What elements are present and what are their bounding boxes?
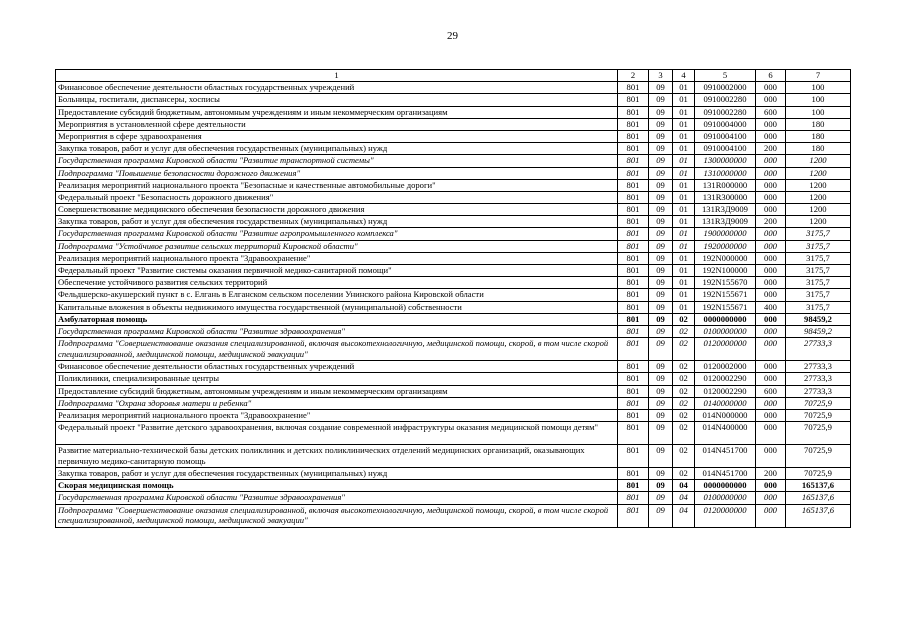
table-row	[56, 204, 851, 216]
subsection-cell: 04	[673, 480, 695, 492]
target-article-cell: 0120000000	[695, 504, 756, 527]
admin-code-cell: 801	[618, 191, 649, 203]
subsection-cell: 02	[673, 325, 695, 337]
expense-type-cell: 000	[756, 82, 786, 94]
amount-cell: 3175,7	[786, 228, 851, 240]
section-cell: 09	[649, 179, 673, 191]
expense-type-cell: 000	[756, 422, 786, 445]
target-article-cell: 0120002290	[695, 385, 756, 397]
row-name-cell: Фельдшерско-акушерский пункт в с. Елгань в Елганском сельском поселении Унинского района Кировской области	[56, 289, 618, 301]
target-article-cell: 0120002290	[695, 373, 756, 385]
table-row	[56, 313, 851, 325]
table-row	[56, 504, 851, 527]
section-cell: 09	[649, 289, 673, 301]
expense-type-cell: 000	[756, 492, 786, 504]
column-header: 7	[786, 70, 851, 82]
target-article-cell: 192N100000	[695, 265, 756, 277]
subsection-cell: 01	[673, 265, 695, 277]
section-cell: 09	[649, 265, 673, 277]
section-cell: 09	[649, 361, 673, 373]
table-row	[56, 228, 851, 240]
target-article-cell: 0000000000	[695, 313, 756, 325]
row-name-cell: Федеральный проект "Развитие системы оказания первичной медико-санитарной помощи"	[56, 265, 618, 277]
section-cell: 09	[649, 422, 673, 445]
expense-type-cell: 000	[756, 179, 786, 191]
row-name-cell: Федеральный проект "Развитие детского здравоохранения, включая создание современной инфраструктуры оказания медицинской помощи детям"	[56, 422, 618, 445]
expense-type-cell: 000	[756, 409, 786, 421]
amount-cell: 3175,7	[786, 265, 851, 277]
subsection-cell: 01	[673, 277, 695, 289]
section-cell: 09	[649, 313, 673, 325]
expense-type-cell: 000	[756, 228, 786, 240]
section-cell: 09	[649, 143, 673, 155]
admin-code-cell: 801	[618, 325, 649, 337]
admin-code-cell: 801	[618, 338, 649, 361]
row-name-cell: Предоставление субсидий бюджетным, автономным учреждениям и иным некоммерческим организациям	[56, 385, 618, 397]
target-article-cell: 192N155670	[695, 277, 756, 289]
subsection-cell: 02	[673, 397, 695, 409]
subsection-cell: 01	[673, 179, 695, 191]
row-name-cell: Закупка товаров, работ и услуг для обеспечения государственных (муниципальных) нужд	[56, 143, 618, 155]
expense-type-cell: 000	[756, 265, 786, 277]
table-row	[56, 240, 851, 252]
expense-type-cell: 200	[756, 143, 786, 155]
section-cell: 09	[649, 94, 673, 106]
table-row	[56, 82, 851, 94]
column-header: 2	[618, 70, 649, 82]
row-name-cell: Обеспечение устойчивого развития сельских территорий	[56, 277, 618, 289]
admin-code-cell: 801	[618, 179, 649, 191]
target-article-cell: 131R3Д9009	[695, 216, 756, 228]
row-name-cell: Реализация мероприятий национального проекта "Здравоохранение"	[56, 409, 618, 421]
subsection-cell: 01	[673, 252, 695, 264]
section-cell: 09	[649, 82, 673, 94]
target-article-cell: 0140000000	[695, 397, 756, 409]
target-article-cell: 0120002000	[695, 361, 756, 373]
subsection-cell: 02	[673, 373, 695, 385]
admin-code-cell: 801	[618, 252, 649, 264]
subsection-cell: 01	[673, 94, 695, 106]
subsection-cell: 01	[673, 191, 695, 203]
subsection-cell: 04	[673, 492, 695, 504]
expense-type-cell: 600	[756, 385, 786, 397]
subsection-cell: 01	[673, 216, 695, 228]
target-article-cell: 1920000000	[695, 240, 756, 252]
subsection-cell: 01	[673, 167, 695, 179]
admin-code-cell: 801	[618, 82, 649, 94]
admin-code-cell: 801	[618, 155, 649, 167]
expense-type-cell: 000	[756, 397, 786, 409]
amount-cell: 70725,9	[786, 445, 851, 468]
table-row	[56, 155, 851, 167]
amount-cell: 27733,3	[786, 361, 851, 373]
admin-code-cell: 801	[618, 216, 649, 228]
subsection-cell: 02	[673, 385, 695, 397]
amount-cell: 3175,7	[786, 289, 851, 301]
section-cell: 09	[649, 373, 673, 385]
target-article-cell: 131R000000	[695, 179, 756, 191]
target-article-cell: 014N451700	[695, 445, 756, 468]
expense-type-cell: 000	[756, 313, 786, 325]
section-cell: 09	[649, 228, 673, 240]
expense-type-cell: 000	[756, 252, 786, 264]
table-row	[56, 277, 851, 289]
admin-code-cell: 801	[618, 385, 649, 397]
subsection-cell: 01	[673, 143, 695, 155]
admin-code-cell: 801	[618, 106, 649, 118]
expense-type-cell: 000	[756, 94, 786, 106]
table-row	[56, 373, 851, 385]
subsection-cell: 01	[673, 130, 695, 142]
target-article-cell: 0910002000	[695, 82, 756, 94]
subsection-cell: 02	[673, 409, 695, 421]
amount-cell: 100	[786, 82, 851, 94]
table-row	[56, 301, 851, 313]
admin-code-cell: 801	[618, 361, 649, 373]
table-row	[56, 445, 851, 468]
section-cell: 09	[649, 492, 673, 504]
table-row	[56, 409, 851, 421]
section-cell: 09	[649, 409, 673, 421]
subsection-cell: 01	[673, 106, 695, 118]
subsection-cell: 02	[673, 468, 695, 480]
section-cell: 09	[649, 191, 673, 203]
expense-type-cell: 600	[756, 106, 786, 118]
section-cell: 09	[649, 240, 673, 252]
row-name-cell: Подпрограмма "Охрана здоровья матери и ребенка"	[56, 397, 618, 409]
expense-type-cell: 000	[756, 373, 786, 385]
section-cell: 09	[649, 155, 673, 167]
amount-cell: 70725,9	[786, 409, 851, 421]
table-row	[56, 106, 851, 118]
table-row	[56, 385, 851, 397]
amount-cell: 100	[786, 106, 851, 118]
target-article-cell: 014N000000	[695, 409, 756, 421]
subsection-cell: 01	[673, 118, 695, 130]
page-number: 29	[447, 30, 458, 42]
subsection-cell: 02	[673, 445, 695, 468]
row-name-cell: Финансовое обеспечение деятельности областных государственных учреждений	[56, 82, 618, 94]
subsection-cell: 01	[673, 155, 695, 167]
section-cell: 09	[649, 397, 673, 409]
target-article-cell: 014N451700	[695, 468, 756, 480]
expense-type-cell: 000	[756, 480, 786, 492]
admin-code-cell: 801	[618, 277, 649, 289]
target-article-cell: 0000000000	[695, 480, 756, 492]
amount-cell: 100	[786, 94, 851, 106]
target-article-cell: 0120000000	[695, 338, 756, 361]
amount-cell: 27733,3	[786, 338, 851, 361]
row-name-cell: Реализация мероприятий национального проекта "Здравоохранение"	[56, 252, 618, 264]
row-name-cell: Поликлиники, специализированные центры	[56, 373, 618, 385]
table-header-row	[56, 70, 851, 82]
amount-cell: 180	[786, 130, 851, 142]
expense-type-cell: 000	[756, 204, 786, 216]
target-article-cell: 0100000000	[695, 492, 756, 504]
amount-cell: 180	[786, 143, 851, 155]
amount-cell: 27733,3	[786, 385, 851, 397]
row-name-cell: Амбулаторная помощь	[56, 313, 618, 325]
admin-code-cell: 801	[618, 204, 649, 216]
target-article-cell: 131R3Д9009	[695, 204, 756, 216]
admin-code-cell: 801	[618, 468, 649, 480]
row-name-cell: Подпрограмма "Повышение безопасности дорожного движения"	[56, 167, 618, 179]
section-cell: 09	[649, 216, 673, 228]
column-header: 5	[695, 70, 756, 82]
admin-code-cell: 801	[618, 504, 649, 527]
row-name-cell: Развитие материально-технической базы детских поликлиник и детских поликлинических отделений медицинских организаций, оказывающих первичную медико-санитарную помощь	[56, 445, 618, 468]
column-header: 4	[673, 70, 695, 82]
row-name-cell: Финансовое обеспечение деятельности областных государственных учреждений	[56, 361, 618, 373]
amount-cell: 1200	[786, 204, 851, 216]
admin-code-cell: 801	[618, 94, 649, 106]
table-row	[56, 468, 851, 480]
amount-cell: 98459,2	[786, 325, 851, 337]
row-name-cell: Закупка товаров, работ и услуг для обеспечения государственных (муниципальных) нужд	[56, 468, 618, 480]
amount-cell: 98459,2	[786, 313, 851, 325]
section-cell: 09	[649, 445, 673, 468]
amount-cell: 1200	[786, 216, 851, 228]
section-cell: 09	[649, 204, 673, 216]
subsection-cell: 02	[673, 338, 695, 361]
admin-code-cell: 801	[618, 167, 649, 179]
row-name-cell: Подпрограмма "Устойчивое развитие сельских территорий Кировской области"	[56, 240, 618, 252]
row-name-cell: Реализация мероприятий национального проекта "Безопасные и качественные автомобильные дороги"	[56, 179, 618, 191]
row-name-cell: Закупка товаров, работ и услуг для обеспечения государственных (муниципальных) нужд	[56, 216, 618, 228]
table-row	[56, 252, 851, 264]
amount-cell: 70725,9	[786, 468, 851, 480]
table-row	[56, 216, 851, 228]
amount-cell: 165137,6	[786, 480, 851, 492]
row-name-cell: Больницы, госпитали, диспансеры, хосписы	[56, 94, 618, 106]
target-article-cell: 0910004000	[695, 118, 756, 130]
subsection-cell: 01	[673, 289, 695, 301]
admin-code-cell: 801	[618, 289, 649, 301]
target-article-cell: 0910002280	[695, 94, 756, 106]
expense-type-cell: 400	[756, 301, 786, 313]
admin-code-cell: 801	[618, 313, 649, 325]
expense-type-cell: 000	[756, 277, 786, 289]
row-name-cell: Мероприятия в установленной сфере деятельности	[56, 118, 618, 130]
amount-cell: 1200	[786, 167, 851, 179]
table-row	[56, 338, 851, 361]
admin-code-cell: 801	[618, 445, 649, 468]
row-name-cell: Подпрограмма "Совершенствование оказания специализированной, включая высокотехнологичную, медицинской помощи, скорой, в том числе скорой специализированной, медицинской помощи, медицинской эвакуации"	[56, 338, 618, 361]
amount-cell: 165137,6	[786, 504, 851, 527]
section-cell: 09	[649, 480, 673, 492]
subsection-cell: 01	[673, 204, 695, 216]
expense-type-cell: 000	[756, 240, 786, 252]
amount-cell: 165137,6	[786, 492, 851, 504]
column-header: 1	[56, 70, 618, 82]
target-article-cell: 131R300000	[695, 191, 756, 203]
expense-type-cell: 000	[756, 325, 786, 337]
subsection-cell: 02	[673, 361, 695, 373]
table-row	[56, 265, 851, 277]
table-row	[56, 325, 851, 337]
subsection-cell: 01	[673, 301, 695, 313]
admin-code-cell: 801	[618, 422, 649, 445]
target-article-cell: 0910002280	[695, 106, 756, 118]
section-cell: 09	[649, 504, 673, 527]
admin-code-cell: 801	[618, 143, 649, 155]
subsection-cell: 01	[673, 228, 695, 240]
amount-cell: 3175,7	[786, 277, 851, 289]
expense-type-cell: 200	[756, 468, 786, 480]
admin-code-cell: 801	[618, 301, 649, 313]
amount-cell: 1200	[786, 191, 851, 203]
row-name-cell: Подпрограмма "Совершенствование оказания специализированной, включая высокотехнологичную, медицинской помощи, скорой, в том числе скорой специализированной, медицинской помощи, медицинской эвакуации"	[56, 504, 618, 527]
subsection-cell: 01	[673, 82, 695, 94]
amount-cell: 180	[786, 118, 851, 130]
row-name-cell: Государственная программа Кировской области "Развитие здравоохранения"	[56, 492, 618, 504]
expense-type-cell: 000	[756, 361, 786, 373]
amount-cell: 3175,7	[786, 252, 851, 264]
table-row	[56, 167, 851, 179]
table-row	[56, 492, 851, 504]
table-row	[56, 289, 851, 301]
expense-type-cell: 000	[756, 167, 786, 179]
target-article-cell: 192N000000	[695, 252, 756, 264]
row-name-cell: Капитальные вложения в объекты недвижимого имущества государственной (муниципальной) собственности	[56, 301, 618, 313]
amount-cell: 3175,7	[786, 240, 851, 252]
section-cell: 09	[649, 325, 673, 337]
target-article-cell: 1300000000	[695, 155, 756, 167]
table-row	[56, 480, 851, 492]
table-row	[56, 118, 851, 130]
target-article-cell: 0100000000	[695, 325, 756, 337]
column-header: 6	[756, 70, 786, 82]
expense-type-cell: 000	[756, 338, 786, 361]
section-cell: 09	[649, 130, 673, 142]
amount-cell: 3175,7	[786, 301, 851, 313]
table-row	[56, 361, 851, 373]
section-cell: 09	[649, 468, 673, 480]
table-row	[56, 191, 851, 203]
target-article-cell: 014N400000	[695, 422, 756, 445]
row-name-cell: Совершенствование медицинского обеспечения безопасности дорожного движения	[56, 204, 618, 216]
admin-code-cell: 801	[618, 480, 649, 492]
expense-type-cell: 200	[756, 216, 786, 228]
admin-code-cell: 801	[618, 265, 649, 277]
expense-type-cell: 000	[756, 130, 786, 142]
admin-code-cell: 801	[618, 492, 649, 504]
expense-type-cell: 000	[756, 504, 786, 527]
table-row	[56, 179, 851, 191]
section-cell: 09	[649, 385, 673, 397]
expense-type-cell: 000	[756, 118, 786, 130]
subsection-cell: 02	[673, 422, 695, 445]
section-cell: 09	[649, 301, 673, 313]
admin-code-cell: 801	[618, 409, 649, 421]
section-cell: 09	[649, 338, 673, 361]
expense-type-cell: 000	[756, 191, 786, 203]
admin-code-cell: 801	[618, 373, 649, 385]
target-article-cell: 1310000000	[695, 167, 756, 179]
section-cell: 09	[649, 252, 673, 264]
row-name-cell: Государственная программа Кировской области "Развитие здравоохранения"	[56, 325, 618, 337]
row-name-cell: Государственная программа Кировской области "Развитие агропромышленного комплекса"	[56, 228, 618, 240]
row-name-cell: Мероприятия в сфере здравоохранения	[56, 130, 618, 142]
budget-table	[55, 69, 851, 528]
row-name-cell: Предоставление субсидий бюджетным, автономным учреждениям и иным некоммерческим организациям	[56, 106, 618, 118]
table-row	[56, 422, 851, 445]
subsection-cell: 02	[673, 313, 695, 325]
amount-cell: 70725,9	[786, 397, 851, 409]
section-cell: 09	[649, 118, 673, 130]
target-article-cell: 1900000000	[695, 228, 756, 240]
admin-code-cell: 801	[618, 228, 649, 240]
section-cell: 09	[649, 106, 673, 118]
section-cell: 09	[649, 167, 673, 179]
target-article-cell: 0910004100	[695, 143, 756, 155]
expense-type-cell: 000	[756, 445, 786, 468]
amount-cell: 27733,3	[786, 373, 851, 385]
amount-cell: 70725,9	[786, 422, 851, 445]
target-article-cell: 192N155671	[695, 289, 756, 301]
row-name-cell: Скорая медицинская помощь	[56, 480, 618, 492]
admin-code-cell: 801	[618, 130, 649, 142]
table-row	[56, 143, 851, 155]
table-row	[56, 397, 851, 409]
subsection-cell: 01	[673, 240, 695, 252]
target-article-cell: 192N155671	[695, 301, 756, 313]
subsection-cell: 04	[673, 504, 695, 527]
admin-code-cell: 801	[618, 397, 649, 409]
table-row	[56, 94, 851, 106]
admin-code-cell: 801	[618, 118, 649, 130]
expense-type-cell: 000	[756, 289, 786, 301]
row-name-cell: Федеральный проект "Безопасность дорожного движения"	[56, 191, 618, 203]
column-header: 3	[649, 70, 673, 82]
amount-cell: 1200	[786, 155, 851, 167]
target-article-cell: 0910004100	[695, 130, 756, 142]
expense-type-cell: 000	[756, 155, 786, 167]
admin-code-cell: 801	[618, 240, 649, 252]
section-cell: 09	[649, 277, 673, 289]
amount-cell: 1200	[786, 179, 851, 191]
table-row	[56, 130, 851, 142]
row-name-cell: Государственная программа Кировской области "Развитие транспортной системы"	[56, 155, 618, 167]
